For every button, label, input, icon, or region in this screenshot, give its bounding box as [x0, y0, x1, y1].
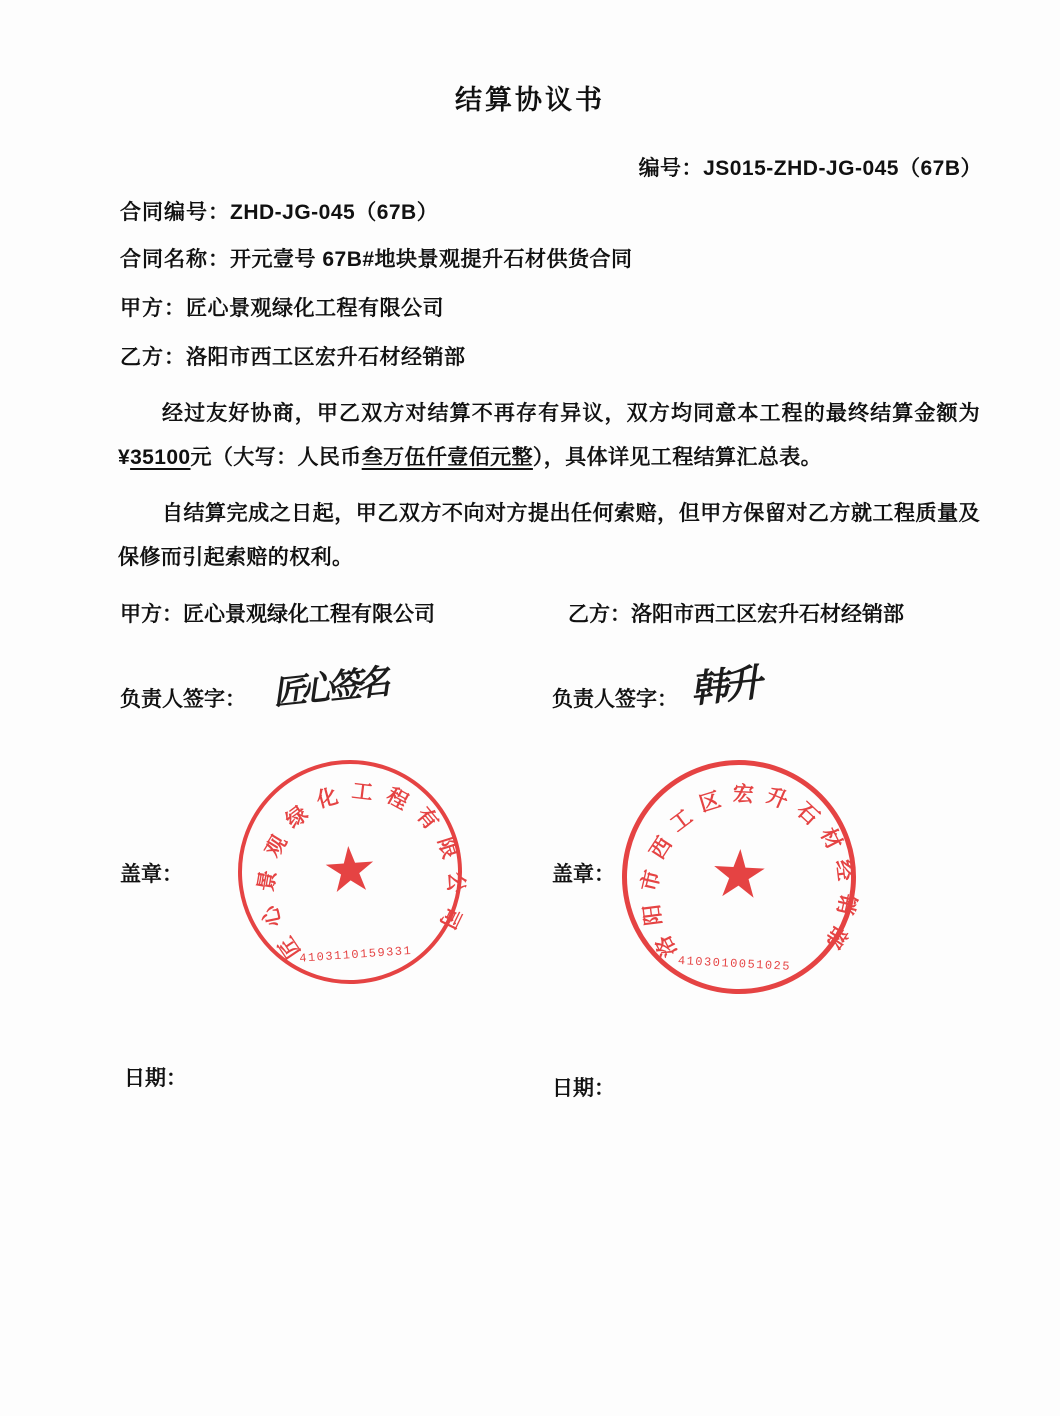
field-party-b-label: 乙方：	[120, 346, 186, 369]
seal-ring-char: 心	[258, 903, 286, 929]
seal-ring-char: 材	[815, 824, 846, 854]
document-number	[639, 152, 982, 182]
seal-ring-char: 宏	[732, 782, 755, 807]
party-b-line: 乙方：洛阳市西工区宏升石材经销部	[568, 603, 904, 626]
seal-b-label: 盖章：	[552, 863, 615, 886]
seal-ring-char: 升	[762, 783, 792, 814]
document-number-label: 编号：	[638, 157, 704, 180]
field-contract-number-value: ZHD-JG-045（67B）	[230, 201, 439, 224]
seal-ring-char: 匠	[274, 932, 306, 963]
seal-a-code: 4103110159331	[298, 943, 413, 966]
seal-ring-char: 区	[696, 788, 724, 817]
seal-ring-char: 洛	[651, 931, 682, 961]
seal-b-inner	[621, 759, 860, 994]
paragraph-1-part-2: 元（大写：人民币	[190, 446, 362, 469]
company-seal-party-a	[230, 752, 469, 991]
signer-a-label: 负责人签字：	[120, 688, 246, 711]
settlement-amount-words: 叁万伍仟壹佰元整	[361, 446, 533, 469]
seal-ring-char: 限	[433, 834, 462, 862]
seal-ring-char: 司	[435, 903, 466, 933]
seal-a-label: 盖章：	[120, 863, 183, 886]
seal-ring-char: 经	[831, 858, 857, 883]
seal-ring-char: 工	[350, 779, 375, 805]
field-contract-name-label: 合同名称：	[120, 248, 230, 271]
seal-ring-char: 石	[791, 798, 824, 830]
seal-ring-char: 西	[645, 833, 677, 864]
field-contract-number-label: 合同编号：	[120, 201, 230, 224]
signer-b-label: 负责人签字：	[552, 688, 678, 711]
seal-star-icon: ★	[319, 834, 381, 907]
field-contract-name	[120, 243, 633, 273]
date-b-label: 日期：	[552, 1077, 615, 1100]
date-a-label: 日期：	[124, 1067, 187, 1090]
seal-ring-char: 景	[254, 868, 281, 894]
handwritten-signature-b: 韩升	[688, 659, 761, 712]
party-lines	[0, 598, 1060, 632]
field-party-b-value: 洛阳市西工区宏升石材经销部	[186, 346, 466, 369]
page-title: 结算协议书	[455, 85, 605, 115]
paragraph-1-part-1: 经过友好协商，甲乙双方对结算不再存有异议，双方均同意本工程的最终结算金额为¥	[118, 402, 980, 469]
seal-ring-char: 绿	[281, 802, 313, 834]
seal-ring-char: 工	[666, 805, 697, 837]
seal-ring-char: 化	[314, 784, 341, 813]
field-party-a-label: 甲方：	[120, 297, 186, 320]
seal-ring-char: 市	[637, 868, 665, 894]
settlement-amount-digits: 35100	[130, 446, 191, 469]
field-party-a-value: 匠心景观绿化工程有限公司	[186, 297, 444, 320]
seal-ring-char: 程	[382, 784, 412, 815]
seal-ring-char: 有	[411, 803, 443, 835]
paragraph-1-part-3: ），具体详见工程结算汇总表。	[532, 446, 823, 469]
handwritten-signature-a: 匠心签名	[270, 662, 387, 714]
paragraph-settlement-amount	[118, 392, 980, 480]
seal-ring-char: 部	[820, 921, 852, 952]
paragraph-claims-clause: 自结算完成之日起，甲乙双方不向对方提出任何索赔，但甲方保留对乙方就工程质量及保修而引起索赔的权利。	[118, 502, 980, 569]
seal-ring-char: 观	[260, 831, 292, 862]
seal-ring-char: 阳	[640, 903, 666, 927]
seal-ring-char: 公	[443, 871, 468, 894]
document-number-value: JS015-ZHD-JG-045（67B）	[703, 157, 982, 180]
seal-a-inner	[235, 757, 466, 988]
field-contract-name-value: 开元壹号 67B#地块景观提升石材供货合同	[230, 248, 633, 271]
field-party-b	[120, 341, 466, 371]
field-contract-number	[120, 196, 438, 226]
party-a-line: 甲方：匠心景观绿化工程有限公司	[120, 603, 435, 626]
seal-star-icon: ★	[707, 837, 771, 914]
field-party-a	[120, 292, 444, 322]
company-seal-party-b	[616, 754, 862, 1000]
seal-b-code: 4103010051025	[677, 953, 792, 974]
seal-ring-char: 销	[832, 891, 860, 918]
